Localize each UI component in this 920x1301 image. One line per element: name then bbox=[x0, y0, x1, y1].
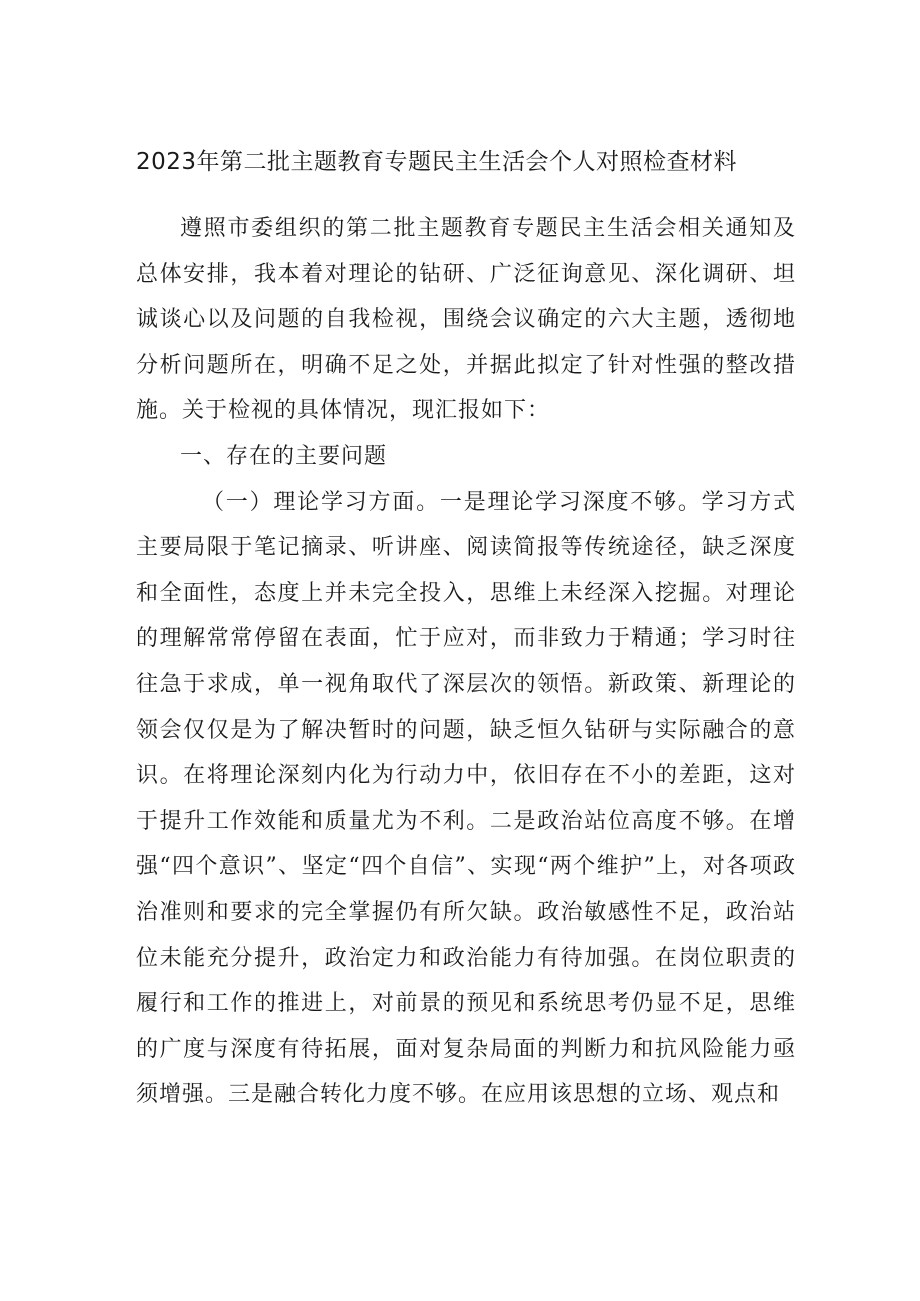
intro-paragraph: 遵照市委组织的第二批主题教育专题民主生活会相关通知及总体安排，我本着对理论的钻研、广泛征询意见、深化调研、坦诚谈心以及问题的自我检视，围绕会议确定的六大主题，透彻地分析问题所在，明确不足之处，并据此拟定了针对性强的整改措施。关于检视的具体情况，现汇报如下： bbox=[136, 216, 796, 424]
document-title: 2023年第二批主题教育专题民主生活会个人对照检查材料 bbox=[136, 149, 738, 175]
theory-study-paragraph: （一）理论学习方面。一是理论学习深度不够。学习方式主要局限于笔记摘录、听讲座、阅读简报等传统途径，缺乏深度和全面性，态度上并未完全投入，思维上未经深入挖掘。对理论的理解常常停留在表面，忙于应对，而非致力于精通；学习时往往急于求成，单一视角取代了深层次的领悟。新政策、新理论的领会仅仅是为了解决暂时的问题，缺乏恒久钻研与实际融合的意识。在将理论深刻内化为行动力中，依旧存在不小的差距，这对于提升工作效能和质量尤为不利。二是政治站位高度不够。在增强“四个意识”、坚定“四个自信”、实现“两个维护”上，对各项政治准则和要求的完全掌握仍有所欠缺。政治敏感性不足，政治站位未能充分提升，政治定力和政治能力有待加强。在岗位职责的履行和工作的推进上，对前景的预见和系统思考仍显不足，思维的广度与深度有待拓展，面对复杂局面的判断力和抗风险能力亟须增强。三是融合转化力度不够。在应用该思想的立场、观点和 bbox=[136, 489, 796, 1108]
document-body bbox=[136, 206, 796, 1118]
section-heading: 一、存在的主要问题 bbox=[180, 443, 388, 469]
